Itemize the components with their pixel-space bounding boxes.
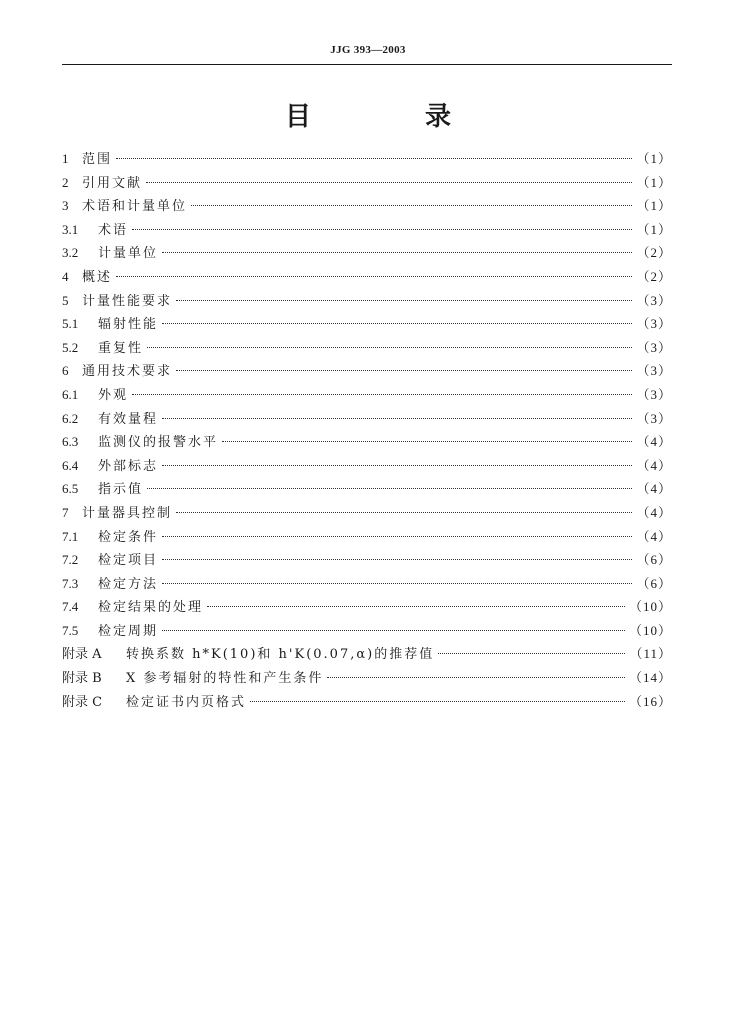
toc-entry-label: 指示值 xyxy=(98,482,144,498)
toc-leader-dots xyxy=(162,465,632,466)
toc-entry-page: （1） xyxy=(636,198,672,214)
toc-entry[interactable] xyxy=(62,360,672,384)
toc-entry-label: 检定证书内页格式 xyxy=(126,694,247,710)
toc-entry-number: 7.1 xyxy=(62,528,79,544)
header-rule xyxy=(62,64,672,65)
toc-entry[interactable] xyxy=(62,526,672,550)
toc-leader-dots xyxy=(162,559,632,560)
toc-entry-number: 6.5 xyxy=(62,481,79,497)
toc-leader-dots xyxy=(207,606,625,607)
table-of-contents xyxy=(62,148,672,714)
toc-entry-number: 3.2 xyxy=(62,245,79,261)
toc-entry[interactable] xyxy=(62,195,672,219)
toc-entry[interactable] xyxy=(62,148,672,172)
toc-entry-page: （4） xyxy=(636,504,672,520)
toc-entry-label: 术语和计量单位 xyxy=(82,199,188,215)
toc-entry[interactable] xyxy=(62,549,672,573)
toc-leader-dots xyxy=(162,536,632,537)
toc-leader-dots xyxy=(132,394,632,395)
toc-leader-dots xyxy=(176,300,632,301)
toc-entry[interactable] xyxy=(62,384,672,408)
toc-entry-label: 检定项目 xyxy=(98,553,159,569)
toc-entry[interactable] xyxy=(62,455,672,479)
toc-leader-dots xyxy=(176,512,632,513)
toc-entry-page: （2） xyxy=(636,245,672,261)
page-title: 目 录 xyxy=(284,102,495,132)
toc-entry-number: 附录 B xyxy=(62,671,102,687)
toc-entry[interactable] xyxy=(62,502,672,526)
toc-leader-dots xyxy=(176,370,632,371)
toc-entry-number: 2 xyxy=(62,174,69,190)
toc-entry-number: 7.3 xyxy=(62,575,79,591)
toc-entry-label: 检定结果的处理 xyxy=(98,600,204,616)
toc-leader-dots xyxy=(250,701,625,702)
toc-entry-page: （3） xyxy=(636,363,672,379)
toc-entry-label: 计量单位 xyxy=(98,246,159,262)
toc-entry-page: （4） xyxy=(636,457,672,473)
toc-entry[interactable] xyxy=(62,431,672,455)
toc-entry-label: 监测仪的报警水平 xyxy=(98,435,219,451)
toc-entry-label: 计量性能要求 xyxy=(82,293,173,309)
toc-entry[interactable] xyxy=(62,667,672,691)
toc-leader-dots xyxy=(116,276,632,277)
toc-leader-dots xyxy=(162,583,632,584)
toc-entry-number: 6.1 xyxy=(62,386,79,402)
toc-entry-number: 7.2 xyxy=(62,552,79,568)
toc-entry-number: 3 xyxy=(62,198,69,214)
toc-entry-number: 4 xyxy=(62,268,69,284)
toc-leader-dots xyxy=(132,229,632,230)
toc-entry-page: （3） xyxy=(636,339,672,355)
toc-entry-page: （10） xyxy=(628,599,672,615)
toc-entry-label: 引用文献 xyxy=(82,175,143,191)
toc-entry-page: （16） xyxy=(628,693,672,709)
toc-entry-page: （2） xyxy=(636,268,672,284)
toc-leader-dots xyxy=(146,182,632,183)
toc-entry-label: 转换系数 h*K(10)和 h'K(0.07,α)的推荐值 xyxy=(126,647,435,663)
toc-entry-label: 检定周期 xyxy=(98,623,159,639)
toc-leader-dots xyxy=(147,488,632,489)
toc-entry-page: （1） xyxy=(636,151,672,166)
toc-entry-number: 1 xyxy=(62,151,69,166)
toc-entry-number: 7 xyxy=(62,504,69,520)
toc-entry[interactable] xyxy=(62,313,672,337)
toc-entry-number: 3.1 xyxy=(62,221,79,237)
toc-entry-page: （3） xyxy=(636,292,672,308)
toc-leader-dots xyxy=(438,653,625,654)
toc-entry-page: （10） xyxy=(628,622,672,638)
toc-entry-number: 附录 A xyxy=(62,647,102,663)
toc-entry-label: 辐射性能 xyxy=(98,317,159,333)
toc-entry[interactable] xyxy=(62,596,672,620)
toc-leader-dots xyxy=(327,677,625,678)
toc-entry[interactable] xyxy=(62,691,672,715)
toc-entry[interactable] xyxy=(62,643,672,667)
toc-entry-page: （14） xyxy=(628,670,672,686)
toc-entry[interactable] xyxy=(62,242,672,266)
toc-entry[interactable] xyxy=(62,408,672,432)
toc-entry-page: （4） xyxy=(636,528,672,544)
toc-leader-dots xyxy=(222,441,632,442)
document-code-header: JJG 393—2003 xyxy=(330,44,406,56)
toc-entry-page: （11） xyxy=(629,646,672,662)
toc-leader-dots xyxy=(191,205,632,206)
toc-entry[interactable] xyxy=(62,620,672,644)
toc-entry-number: 6 xyxy=(62,363,69,379)
toc-entry[interactable] xyxy=(62,172,672,196)
toc-leader-dots xyxy=(162,418,632,419)
toc-entry-number: 5 xyxy=(62,292,69,308)
toc-entry-number: 6.2 xyxy=(62,410,79,426)
toc-entry-page: （3） xyxy=(636,316,672,332)
toc-entry-label: 范围 xyxy=(82,152,113,167)
toc-entry-label: 通用技术要求 xyxy=(82,364,173,380)
toc-entry-label: X 参考辐射的特性和产生条件 xyxy=(126,671,324,687)
toc-leader-dots xyxy=(162,252,632,253)
toc-entry-label: 外观 xyxy=(98,387,129,403)
toc-leader-dots xyxy=(116,158,632,159)
toc-entry[interactable] xyxy=(62,290,672,314)
toc-entry[interactable] xyxy=(62,219,672,243)
toc-entry-number: 附录 C xyxy=(62,694,103,710)
toc-leader-dots xyxy=(162,323,632,324)
toc-entry[interactable] xyxy=(62,573,672,597)
toc-entry-number: 7.4 xyxy=(62,599,79,615)
toc-entry-page: （4） xyxy=(636,434,672,450)
toc-entry-label: 检定方法 xyxy=(98,576,159,592)
toc-entry-label: 有效量程 xyxy=(98,411,159,427)
toc-entry-label: 计量器具控制 xyxy=(82,505,173,521)
toc-entry-number: 5.2 xyxy=(62,339,79,355)
toc-entry-label: 检定条件 xyxy=(98,529,159,545)
toc-entry-page: （6） xyxy=(636,552,672,568)
toc-entry-label: 概述 xyxy=(82,269,113,285)
toc-entry[interactable] xyxy=(62,337,672,361)
toc-entry-label: 重复性 xyxy=(98,340,144,356)
toc-entry-page: （6） xyxy=(636,575,672,591)
toc-entry-page: （3） xyxy=(636,386,672,402)
toc-entry-label: 外部标志 xyxy=(98,458,159,474)
toc-entry[interactable] xyxy=(62,478,672,502)
toc-entry-number: 5.1 xyxy=(62,316,79,332)
toc-entry-label: 术语 xyxy=(98,222,129,238)
toc-entry-number: 6.3 xyxy=(62,434,79,450)
toc-entry-page: （4） xyxy=(636,481,672,497)
toc-entry-number: 6.4 xyxy=(62,457,79,473)
toc-entry[interactable] xyxy=(62,266,672,290)
toc-leader-dots xyxy=(162,630,625,631)
toc-entry-page: （1） xyxy=(636,221,672,237)
toc-entry-page: （1） xyxy=(636,174,672,190)
toc-entry-page: （3） xyxy=(636,410,672,426)
toc-entry-number: 7.5 xyxy=(62,622,79,638)
toc-leader-dots xyxy=(147,347,632,348)
